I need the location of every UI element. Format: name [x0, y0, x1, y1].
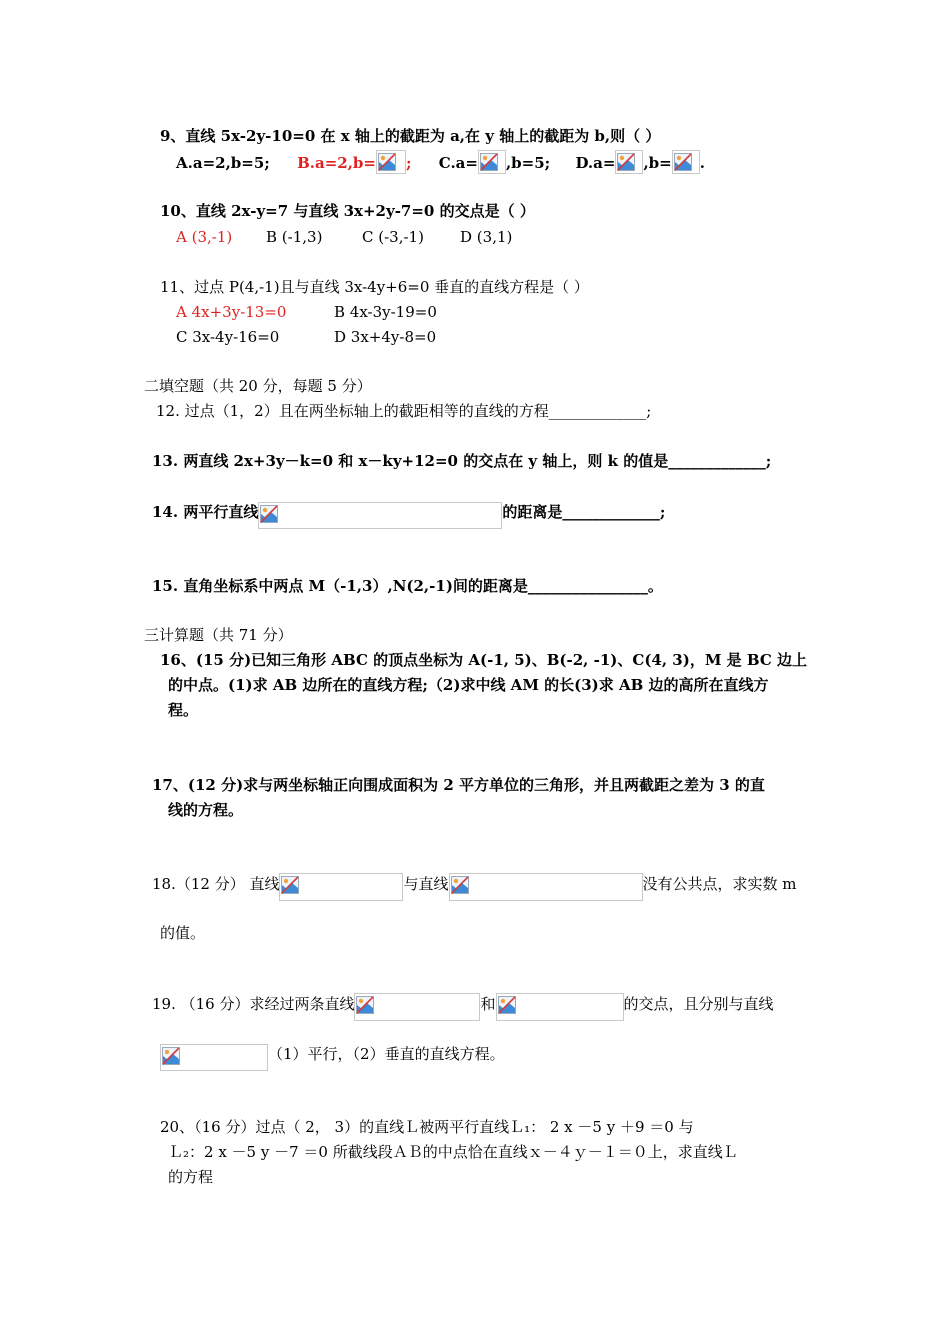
q15-text: 15. 直角坐标系中两点 M（-1,3）,N(2,-1)间的距离是________________。: [152, 577, 663, 595]
q19-mid: 和: [480, 995, 496, 1013]
q11-stem: 11、过点 P(4,-1)且与直线 3x-4y+6=0 垂直的直线方程是（ ）: [160, 278, 589, 296]
broken-image-icon: [498, 996, 516, 1014]
broken-image-icon: [674, 153, 692, 171]
broken-image-icon: [480, 153, 498, 171]
q10-stem: 10、直线 2x-y=7 与直线 3x+2y-7=0 的交点是（ ）: [160, 202, 535, 220]
q17-line2: 线的方程。: [168, 801, 244, 819]
q10-option-b: B (-1,3): [266, 228, 323, 246]
q10-options: [176, 226, 512, 248]
broken-image-icon: [162, 1047, 180, 1065]
q9-option-d-prefix: D.a=: [575, 154, 616, 172]
q13-text: 13. 两直线 2x+3y－k=0 和 x－ky+12=0 的交点在 y 轴上，则 k 的值是_____________;: [152, 452, 772, 470]
q9-option-c-prefix: C.a=: [438, 154, 478, 172]
q19-line1: [152, 993, 774, 1021]
formula-image: [672, 150, 700, 174]
q9-option-d-suffix: .: [699, 154, 705, 172]
broken-image-icon: [378, 153, 396, 171]
q16-line2: 的中点。(1)求 AB 边所在的直线方程;（2)求中线 AM 的长(3)求 AB 边的高所在直线方: [168, 676, 769, 694]
q11-option-d: D 3x+4y-8=0: [334, 328, 437, 346]
q11-option-a: A 4x+3y-13=0: [176, 303, 287, 321]
broken-image-icon: [356, 996, 374, 1014]
q19-line2: [160, 1043, 505, 1071]
q9-option-d-mid: ,b=: [643, 154, 672, 172]
q9-option-c: [439, 154, 550, 172]
q10-option-a: A (3,-1): [176, 228, 233, 246]
q9-option-d: [575, 154, 705, 172]
q16-line1: 16、(15 分)已知三角形 ABC 的顶点坐标为 A(-1, 5)、B(-2, -1)、C(4, 3)，M 是 BC 边上: [160, 651, 808, 669]
q20-line2: Ｌ₂：2 x －5 y －7 ＝0 所截线段ＡＢ的中点恰在直线ｘ－４ｙ－１＝０上，求直线Ｌ: [168, 1143, 738, 1161]
formula-image: [615, 150, 643, 174]
q12-text: 12. 过点（1，2）且在两坐标轴上的截距相等的直线的方程_____________;: [156, 402, 652, 420]
formula-image: [160, 1044, 268, 1071]
formula-image: [496, 993, 624, 1021]
q11-option-c: C 3x-4y-16=0: [176, 328, 280, 346]
q19-prefix: 19. （16 分）求经过两条直线: [152, 995, 355, 1013]
q17-line1: 17、(12 分)求与两坐标轴正向围成面积为 2 平方单位的三角形，并且两截距之差为 3 的直: [152, 776, 765, 794]
q19-line2-text: （1）平行，（2）垂直的直线方程。: [268, 1045, 505, 1063]
q19-suffix: 的交点，且分别与直线: [623, 995, 774, 1013]
q20-line1: 20、（16 分）过点（ 2， 3）的直线Ｌ被两平行直线Ｌ₁： 2 x －5 y ＋9 ＝0 与: [160, 1118, 694, 1136]
broken-image-icon: [617, 153, 635, 171]
q18-line2: 的值。: [160, 924, 206, 942]
section-fill-in-heading: 二填空题（共 20 分，每题 5 分）: [144, 377, 372, 395]
q14-suffix: 的距离是_____________;: [502, 503, 666, 521]
q9-options: [176, 150, 705, 174]
q14-text: [152, 501, 665, 529]
q11-options-row1: [176, 301, 437, 323]
q9-stem: 9、直线 5x-2y-10=0 在 x 轴上的截距为 a,在 y 轴上的截距为 b,则（ ）: [160, 127, 661, 145]
q11-option-b: B 4x-3y-19=0: [334, 303, 437, 321]
q20-line3: 的方程: [168, 1168, 214, 1186]
section-calculation-heading: 三计算题（共 71 分）: [144, 626, 293, 644]
q18-suffix: 没有公共点，求实数 m: [642, 875, 797, 893]
q14-prefix: 14. 两平行直线: [152, 503, 259, 521]
q9-option-a: A.a=2,b=5;: [176, 154, 270, 172]
broken-image-icon: [260, 505, 278, 523]
q9-option-c-suffix: ,b=5;: [505, 154, 551, 172]
q11-options-row2: [176, 326, 436, 348]
formula-image: [478, 150, 506, 174]
formula-image: [258, 502, 502, 529]
broken-image-icon: [281, 876, 299, 894]
q9-option-b-suffix: ;: [405, 154, 412, 172]
q16-line3: 程。: [168, 701, 199, 719]
formula-image: [376, 150, 406, 174]
q18-mid: 与直线: [403, 875, 449, 893]
formula-image: [354, 993, 480, 1021]
formula-image: [279, 873, 403, 901]
formula-image: [449, 873, 643, 901]
q18-line1: [152, 873, 797, 901]
q10-option-c: C (-3,-1): [362, 228, 424, 246]
q9-option-b-prefix: B.a=2,b=: [297, 154, 376, 172]
q18-prefix: 18.（12 分） 直线: [152, 875, 280, 893]
q9-option-b: [297, 154, 411, 172]
q10-option-d: D (3,1): [460, 228, 513, 246]
broken-image-icon: [451, 876, 469, 894]
